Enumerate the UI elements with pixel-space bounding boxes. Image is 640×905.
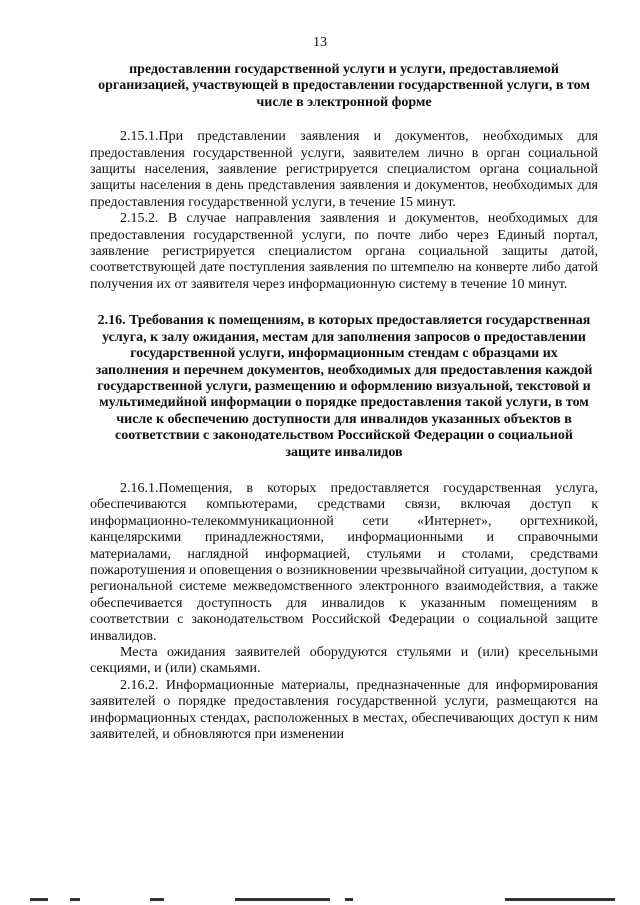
scan-edge-artifact: [0, 897, 640, 903]
paragraph-2-15-1: 2.15.1.При представлении заявления и документов, необходимых для предоставления государственной услуги, заявителем лично в орган социальной защиты населения, заявление регистрируется специалистом органа социальной защиты населения в день представления заявления и документов, необходимых для предоставления государственной услуги, в течение 15 минут.: [90, 129, 598, 210]
paragraph-2-15-2: 2.15.2. В случае направления заявления и документов, необходимых для предоставления государственной услуги, по почте либо через Единый портал, заявление регистрируется специалистом органа социальной защиты датой, соответствующей дате поступления заявления по штемпелю на конверте либо датой получения их от заявителя через информационную систему в течение 10 минут.: [90, 211, 598, 292]
paragraph-waiting-places: Места ожидания заявителей оборудуются стульями и (или) кресельными секциями, и (или) скамьями.: [90, 645, 598, 677]
section-heading-continuation: предоставлении государственной услуги и услуги, предоставляемой организацией, участвующей в предоставлении государственной услуги, в том числе в электронной форме: [98, 62, 590, 110]
page-number: 13: [313, 35, 327, 50]
document-body: [90, 62, 598, 743]
paragraph-2-16-2: 2.16.2. Информационные материалы, предназначенные для информирования заявителей о порядке предоставления государственной услуги, размещаются на информационных стендах, расположенных в местах, обеспечивающих доступ к ним заявителей, и обновляются при изменении: [90, 677, 598, 743]
section-heading-2-16: 2.16. Требования к помещениям, в которых предоставляется государственная услуга, к залу ожидания, местам для заполнения запросов о предоставлении государственной услуги, информационным стендам с образцами их заполнения и перечнем документов, необходимых для предоставления каждой государственной услуги, размещению и оформлению визуальной, текстовой и мультимедийной информации о порядке предоставления такой услуги, в том числе к обеспечению доступности для инвалидов указанных объектов в соответствии с законодательством Российской Федерации о социальной защите инвалидов: [95, 313, 593, 460]
paragraph-2-16-1: 2.16.1.Помещения, в которых предоставляется государственная услуга, обеспечиваются компьютерами, средствами связи, включая доступ к информационно-телекоммуникационной сети «Интернет», оргтехникой, канцелярскими принадлежностями, информационными и справочными материалами, наглядной информацией, стульями и столами, средствами пожаротушения и оповещения о возникновении чрезвычайной ситуации, доступом к региональной системе межведомственного электронного взаимодействия, а также обеспечивается доступность для инвалидов к указанным помещениям в соответствии с законодательством Российской Федерации о социальной защите инвалидов.: [90, 480, 598, 644]
